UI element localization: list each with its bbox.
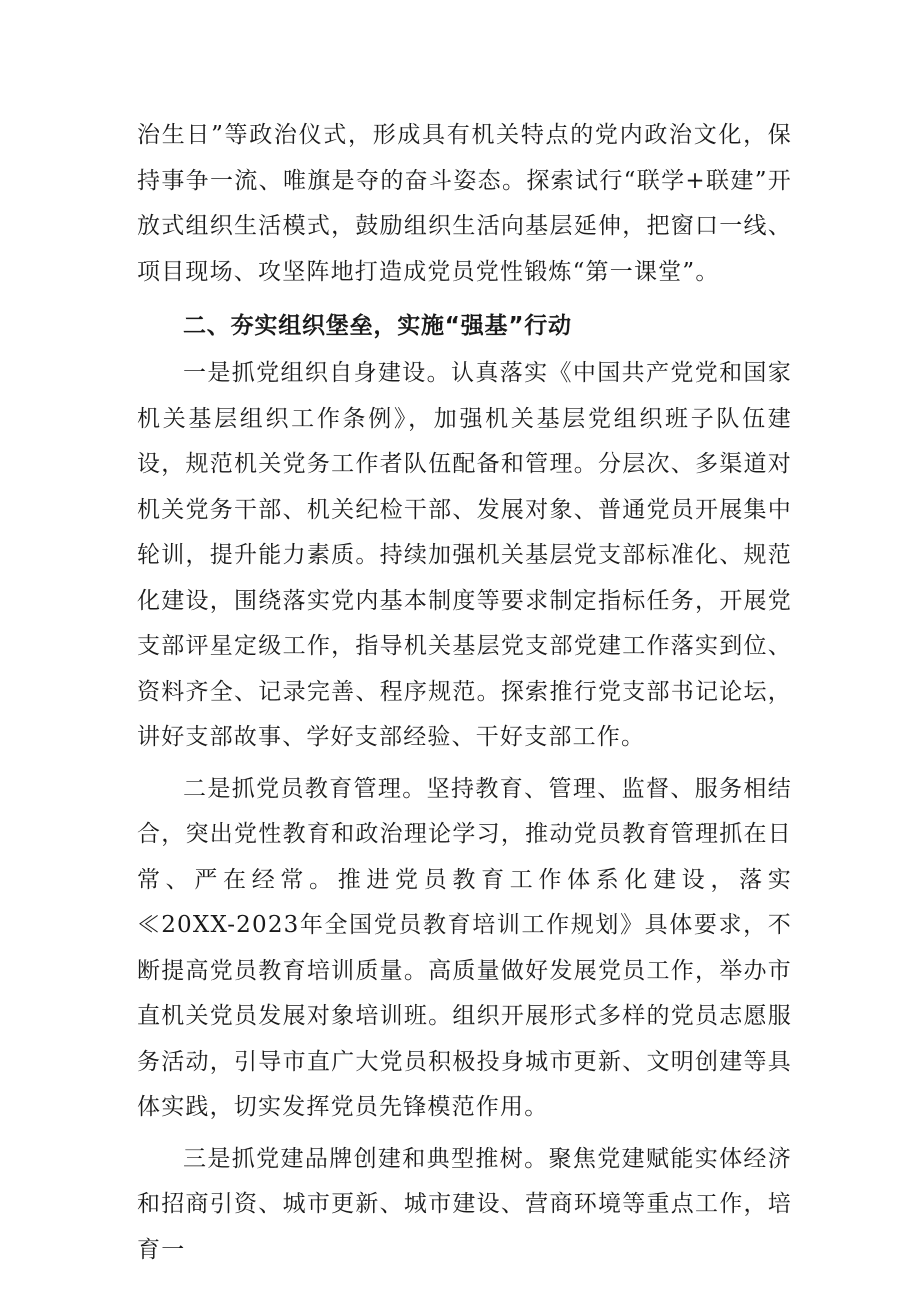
continuation-paragraph: 治生日”等政治仪式，形成具有机关特点的党内政治文化，保持事争一流、唯旗是夺的奋斗姿态。探索试行“联学+联建”开放式组织生活模式，鼓励组织生活向基层延伸，把窗口一线、项目现场、攻坚阵地打造成党员党性锻炼“第一课堂”。 <box>137 122 792 285</box>
paragraph-member-education: 二是抓党员教育管理。坚持教育、管理、监督、服务相结合，突出党性教育和政治理论学习，推动党员教育管理抓在日常、严在经常。推进党员教育工作体系化建设，落实≪20XX-2023年全国党员教育培训工作规划》具体要求，不断提高党员教育培训质量。高质量做好发展党员工作，举办市直机关党员发展对象培训班。组织开展形式多样的党员志愿服务活动，引导市直广大党员积极投身城市更新、文明创建等具体实践，切实发挥党员先锋模范作用。 <box>137 775 792 1120</box>
paragraph-brand-building: 三是抓党建品牌创建和典型推树。聚焦党建赋能实体经济和招商引资、城市更新、城市建设、营商环境等重点工作，培育一 <box>137 1145 792 1263</box>
paragraph-party-organization: 一是抓党组织自身建设。认真落实《中国共产党党和国家机关基层组织工作条例》，加强机关基层党组织班子队伍建设，规范机关党务工作者队伍配备和管理。分层次、多渠道对机关党务干部、机关纪检干部、发展对象、普通党员开展集中轮训，提升能力素质。持续加强机关基层党支部标准化、规范化建设，围绕落实党内基本制度等要求制定指标任务，开展党支部评星定级工作，指导机关基层党支部党建工作落实到位、资料齐全、记录完善、程序规范。探索推行党支部书记论坛，讲好支部故事、学好支部经验、干好支部工作。 <box>137 360 792 750</box>
section-heading: 二、夯实组织堡垒，实施“强基”行动 <box>183 313 572 339</box>
document-body <box>137 113 792 1273</box>
